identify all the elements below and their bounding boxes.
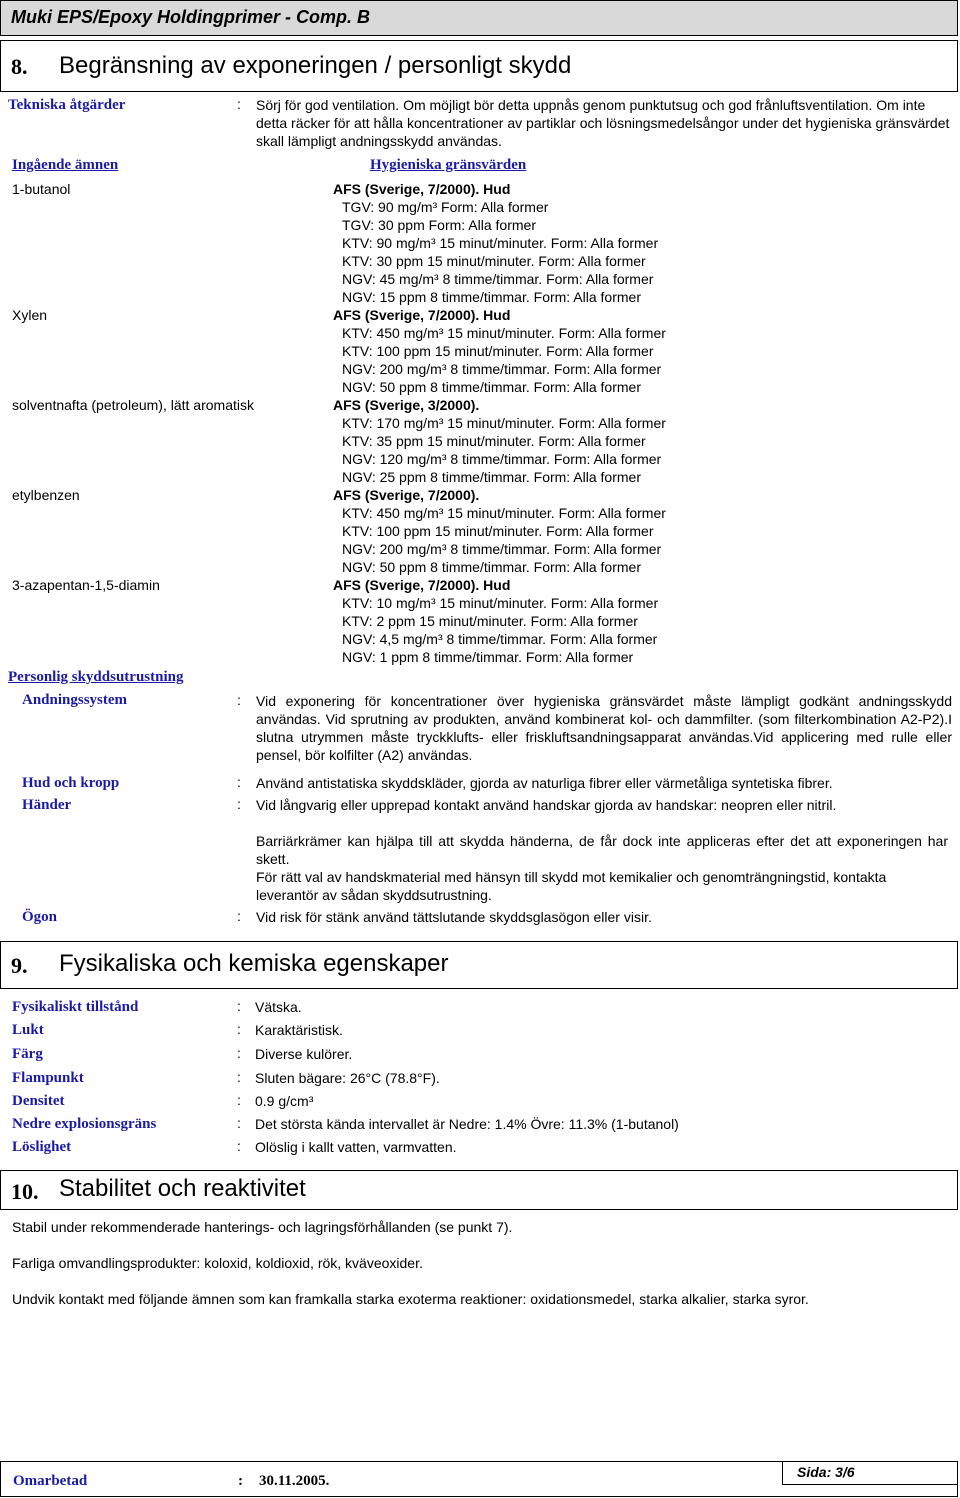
document-header xyxy=(0,0,958,36)
section-10-heading xyxy=(0,1170,958,1210)
limit-value-line: KTV: 100 ppm 15 minut/minuter. Form: Alla former xyxy=(342,523,654,539)
section-8-title: Begränsning av exponeringen / personligt skydd xyxy=(59,52,572,79)
ingredient-name: Xylen xyxy=(12,307,48,323)
property-value: Det största kända intervallet är Nedre: 1.4% Övre: 11.3% (1-butanol) xyxy=(255,1116,679,1132)
limit-value-line: KTV: 30 ppm 15 minut/minuter. Form: Alla former xyxy=(342,253,646,269)
limit-source: AFS (Sverige, 7/2000). xyxy=(333,487,480,503)
property-colon: : xyxy=(237,1092,241,1108)
revised-date: 30.11.2005. xyxy=(259,1473,330,1489)
limit-value-line: KTV: 170 mg/m³ 15 minut/minuter. Form: Alla former xyxy=(342,415,666,431)
limit-value-line: KTV: 35 ppm 15 minut/minuter. Form: Alla former xyxy=(342,433,646,449)
respiratory-colon: : xyxy=(237,692,241,708)
ingredient-name: etylbenzen xyxy=(12,487,80,503)
hand-barrier-cream-text: Barriärkrämer kan hjälpa till att skydda händerna, de får dock inte appliceras efter det att exponeringen har skett. xyxy=(256,833,948,867)
limit-value-line: KTV: 100 ppm 15 minut/minuter. Form: Alla former xyxy=(342,343,654,359)
limit-value-line: NGV: 25 ppm 8 timme/timmar. Form: Alla former xyxy=(342,469,641,485)
page-number: Sida: 3/6 xyxy=(797,1464,855,1480)
limit-value-line: KTV: 2 ppm 15 minut/minuter. Form: Alla former xyxy=(342,613,638,629)
section-10-number: 10. xyxy=(11,1179,39,1204)
eye-protection-colon: : xyxy=(237,908,241,924)
body-protection-text: Använd antistatiska skyddskläder, gjorda av naturliga fibrer eller värmetåliga syntetiska fibrer. xyxy=(256,775,833,791)
body-protection-colon: : xyxy=(237,774,241,790)
property-label: Färg xyxy=(12,1046,43,1062)
respiratory-text: Vid exponering för koncentrationer över hygieniska gränsvärdet måste lämpligt godkänt andningsskydd användas. Vid sprutning av produkten, använd kombinerat kol- och dammfilter. (som filterkombination A2-P2).I slutna utrymmen måste tryckklufts- eller friskluftsandningsapparat användas.Vid applicering med rulle eller pensel, bör kolfilter (A2) användas. xyxy=(256,693,952,763)
technical-measures-label: Tekniska åtgärder xyxy=(8,97,126,113)
limit-value-line: NGV: 15 ppm 8 timme/timmar. Form: Alla former xyxy=(342,289,641,305)
limit-value-line: NGV: 200 mg/m³ 8 timme/timmar. Form: Alla former xyxy=(342,361,662,377)
stability-text: Stabil under rekommenderade hanterings- och lagringsförhållanden (se punkt 7). xyxy=(12,1219,513,1235)
property-label: Flampunkt xyxy=(12,1070,84,1086)
incompatible-materials-text: Undvik kontakt med följande ämnen som kan framkalla starka exoterma reaktioner: oxidationsmedel, starka alkalier, starka syror. xyxy=(12,1291,809,1307)
limit-value-line: KTV: 90 mg/m³ 15 minut/minuter. Form: Alla former xyxy=(342,235,659,251)
property-label: Lukt xyxy=(12,1022,44,1038)
technical-measures-text: Sörj för god ventilation. Om möjligt bör detta uppnås genom punktutsug och god frånluftsventilation. Om inte detta räcker för att hålla koncentrationer av partiklar och lösningsmedelsångor under det hygieniska gränsvärdet skall lämpligt andningsskydd användas. xyxy=(256,97,950,149)
limit-value-line: KTV: 450 mg/m³ 15 minut/minuter. Form: Alla former xyxy=(342,325,666,341)
limits-header: Hygieniska gränsvärden xyxy=(370,157,527,173)
ingredient-name: 3-azapentan-1,5-diamin xyxy=(12,577,160,593)
hand-protection-text: Vid långvarig eller upprepad kontakt använd handskar gjorda av handskar: neopren eller nitril. xyxy=(256,797,837,813)
section-9-heading xyxy=(0,941,958,989)
body-protection-label: Hud och kropp xyxy=(22,775,120,791)
property-value: Olöslig i kallt vatten, varmvatten. xyxy=(255,1139,457,1155)
limit-value-line: NGV: 45 mg/m³ 8 timme/timmar. Form: Alla former xyxy=(342,271,654,287)
property-colon: : xyxy=(237,1021,241,1037)
property-value: Diverse kulörer. xyxy=(255,1046,353,1062)
eye-protection-text: Vid risk för stänk använd tättslutande skyddsglasögon eller visir. xyxy=(256,909,652,925)
property-value: Karaktäristisk. xyxy=(255,1022,343,1038)
property-label: Nedre explosionsgräns xyxy=(12,1116,157,1132)
section-9-title: Fysikaliska och kemiska egenskaper xyxy=(59,950,449,977)
property-label: Löslighet xyxy=(12,1139,72,1155)
section-8-number: 8. xyxy=(11,54,28,79)
property-colon: : xyxy=(237,1069,241,1085)
property-colon: : xyxy=(237,1045,241,1061)
limit-value-line: KTV: 450 mg/m³ 15 minut/minuter. Form: Alla former xyxy=(342,505,666,521)
property-value: Vätska. xyxy=(255,999,302,1015)
technical-measures-colon: : xyxy=(237,96,241,112)
eye-protection-label: Ögon xyxy=(22,909,58,925)
respiratory-label: Andningssystem xyxy=(22,692,128,708)
property-value: 0.9 g/cm³ xyxy=(255,1093,314,1109)
property-colon: : xyxy=(237,998,241,1014)
limit-value-line: KTV: 10 mg/m³ 15 minut/minuter. Form: Alla former xyxy=(342,595,659,611)
ingredients-header: Ingående ämnen xyxy=(12,157,119,173)
hand-protection-label: Händer xyxy=(22,797,72,813)
limit-value-line: NGV: 50 ppm 8 timme/timmar. Form: Alla former xyxy=(342,559,641,575)
hand-protection-colon: : xyxy=(237,796,241,812)
document-title: Muki EPS/Epoxy Holdingprimer - Comp. B xyxy=(11,7,371,27)
limit-value-line: TGV: 90 mg/m³ Form: Alla former xyxy=(342,199,549,215)
revised-colon: : xyxy=(238,1473,243,1489)
property-colon: : xyxy=(237,1115,241,1131)
limit-source: AFS (Sverige, 7/2000). Hud xyxy=(333,307,511,323)
limit-value-line: NGV: 50 ppm 8 timme/timmar. Form: Alla former xyxy=(342,379,641,395)
limit-value-line: NGV: 120 mg/m³ 8 timme/timmar. Form: Alla former xyxy=(342,451,662,467)
section-8-heading xyxy=(0,40,958,92)
limit-value-line: TGV: 30 ppm Form: Alla former xyxy=(342,217,536,233)
ingredient-name: solventnafta (petroleum), lätt aromatisk xyxy=(12,397,254,413)
ppe-header: Personlig skyddsutrustning xyxy=(8,669,184,685)
limit-value-line: NGV: 200 mg/m³ 8 timme/timmar. Form: Alla former xyxy=(342,541,662,557)
page-number-box xyxy=(782,1461,958,1485)
limit-value-line: NGV: 1 ppm 8 timme/timmar. Form: Alla former xyxy=(342,649,634,665)
hazardous-decomposition-text: Farliga omvandlingsprodukter: koloxid, koldioxid, rök, kväveoxider. xyxy=(12,1255,423,1271)
property-label: Fysikaliskt tillstånd xyxy=(12,999,139,1015)
hand-glove-material-text: För rätt val av handskmaterial med hänsyn till skydd mot kemikalier och genomträngningstid, kontakta leverantör av sådan skyddsutrustning. xyxy=(256,869,887,903)
property-label: Densitet xyxy=(12,1093,65,1109)
limit-source: AFS (Sverige, 7/2000). Hud xyxy=(333,577,511,593)
property-value: Sluten bägare: 26°C (78.8°F). xyxy=(255,1070,440,1086)
revised-label: Omarbetad xyxy=(13,1473,88,1489)
section-9-number: 9. xyxy=(11,953,28,978)
limit-source: AFS (Sverige, 7/2000). Hud xyxy=(333,181,511,197)
limit-source: AFS (Sverige, 3/2000). xyxy=(333,397,480,413)
property-colon: : xyxy=(237,1138,241,1154)
limit-value-line: NGV: 4,5 mg/m³ 8 timme/timmar. Form: Alla former xyxy=(342,631,658,647)
section-10-title: Stabilitet och reaktivitet xyxy=(59,1175,306,1202)
ingredient-name: 1-butanol xyxy=(12,181,71,197)
